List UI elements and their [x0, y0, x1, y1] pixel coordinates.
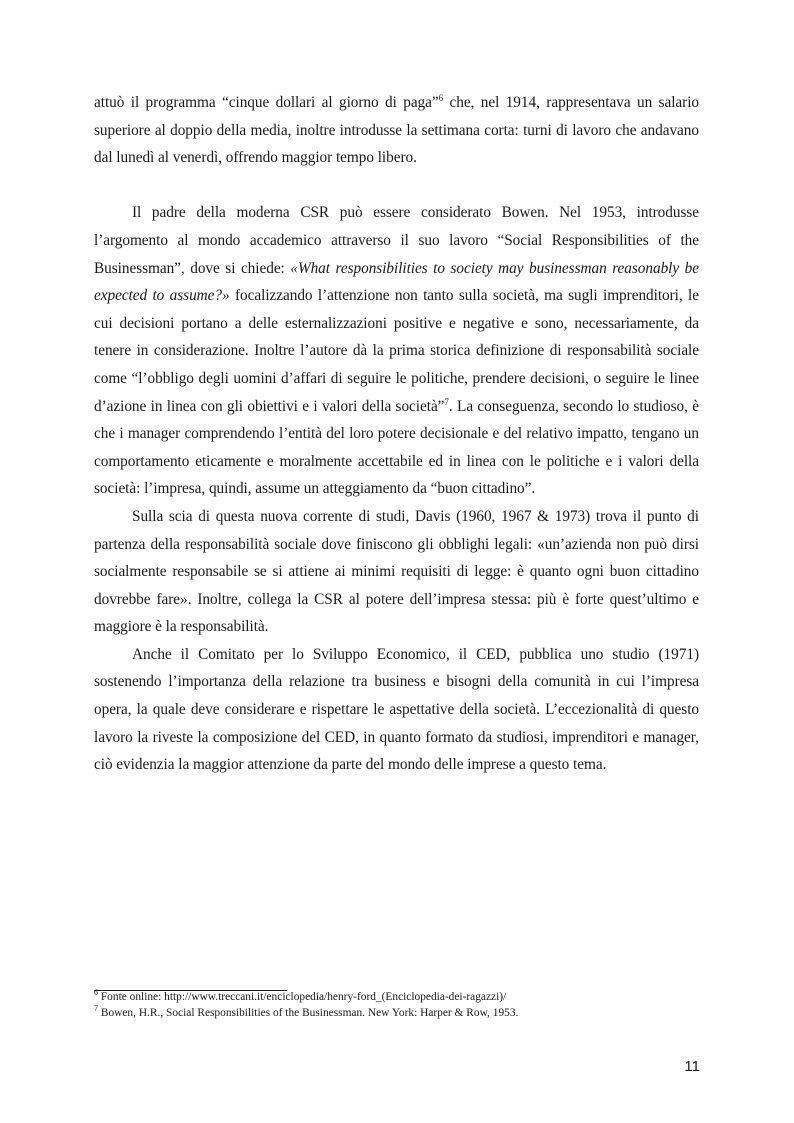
paragraph-2-text-c: . La conseguenza, secondo lo studioso, è che i manager comprendendo l’entità del loro potere decisionale e del relativo impatto, tengano un comportamento eticamente e moralmente accettabile ed in linea con le politiche e i valori della società: l’impresa, quindi, assume un atteggiamento da “buon cittadino”. [94, 397, 699, 498]
footnote-7 [94, 1003, 699, 1022]
footnote-ref-7: 7 [444, 396, 449, 407]
footnote-text: Fonte online: http://www.treccani.it/enciclopedia/henry-ford_(Enciclopedia-dei-ragazzi)/ [98, 991, 507, 1003]
footnote-6 [94, 990, 699, 1006]
footnotes [94, 990, 699, 1021]
footnote-text: Bowen, H.R., Social Responsibilities of the Businessman. New York: Harper & Row, 1953. [98, 1006, 519, 1019]
paragraph-2 [94, 199, 699, 503]
paragraph-4: Anche il Comitato per lo Sviluppo Economico, il CED, pubblica uno studio (1971) sostenendo l’importanza della relazione tra business e bisogni della comunità in cui l’impresa opera, la quale deve considerare e rispettare le aspettative della società. L’eccezionalità di questo lavoro la riveste la composizione del CED, in quanto formato da studiosi, imprenditori e manager, ciò evidenzia la maggior attenzione da parte del mondo delle imprese a questo tema. [94, 645, 699, 774]
body-text [94, 89, 699, 779]
bowen-quote: «What responsibilities to society may businessman reasonably be expected to assume?» [94, 259, 699, 305]
paragraph-3: Sulla scia di questa nuova corrente di studi, Davis (1960, 1967 & 1973) trova il punto di partenza della responsabilità sociale dove finiscono gli obblighi legali: «un’azienda non può dirsi socialmente responsabile se si attiene ai minimi requisiti di legge: è quanto ogni buon cittadino dovrebbe fare». Inoltre, collega la CSR al potere dell’impresa stessa: più è forte quest’ultimo e maggiore è la responsabilità. [94, 507, 699, 636]
paragraph-2-text-a: Il padre della moderna CSR può essere considerato Bowen. Nel 1953, introdusse l’argomento al mondo accademico attraverso il suo lavoro “Social Responsibilities of the Businessman”, dove si chiede: [94, 204, 699, 277]
footnote-number: 7 [94, 1003, 98, 1013]
paragraph-1 [94, 89, 699, 172]
paragraph-1-text-a: attuò il programma “cinque dollari al giorno di paga” [94, 94, 439, 111]
footnote-ref-6: 6 [438, 92, 444, 103]
footnote-number: 6 [94, 988, 98, 998]
paragraph-2-text-b: focalizzando l’attenzione non tanto sulla società, ma sugli imprenditori, le cui decisioni portano a delle esternalizzazioni positive e negative e sono, necessariamente, da tenere in considerazione. Inoltre l’autore dà la prima storica definizione di responsabilità sociale come “l’obbligo degli uomini d’affari di seguire le politiche, prendere decisioni, o seguire le linee d’azione in linea con gli obiettivi e i valori della società” [94, 287, 699, 415]
paragraph-1-text-b: che, nel 1914, rappresentava un salario superiore al doppio della media, inoltre introdusse la settimana corta: turni di lavoro che andavano dal lunedì al venerdì, offrendo maggior tempo libero. [94, 94, 699, 167]
page-number: 11 [684, 1058, 700, 1075]
